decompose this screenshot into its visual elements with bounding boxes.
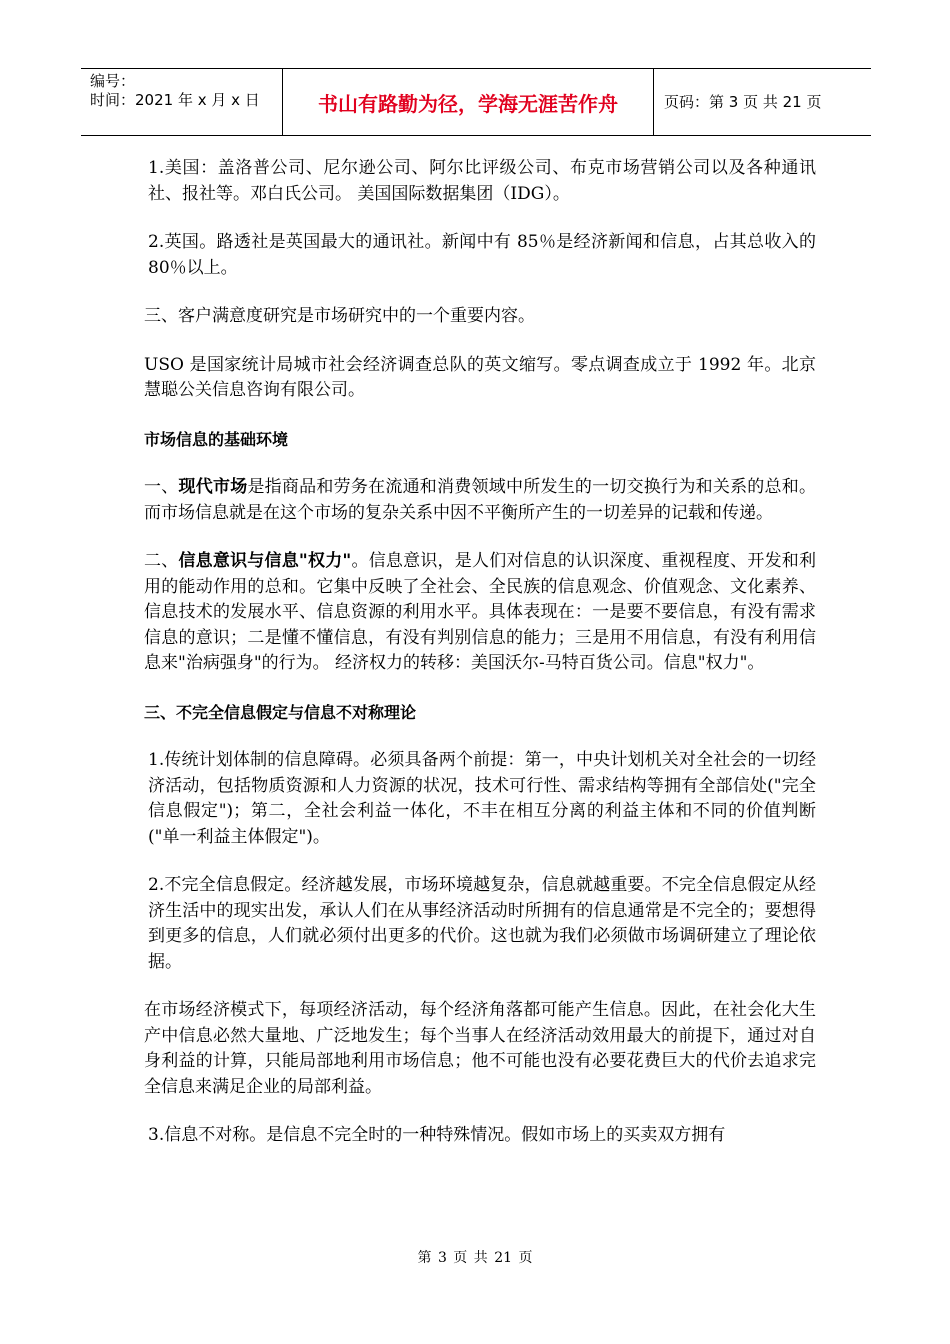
- paragraph-info-awareness-prefix: 二、: [144, 551, 179, 571]
- header-page-info: 页码：第 3 页 共 21 页: [664, 93, 822, 111]
- paragraph-market-economy: 在市场经济模式下，每项经济活动，每个经济角落都可能产生信息。因此，在社会化大生产中信息必然大量地、广泛地发生；每个当事人在经济活动效用最大的前提下，通过对自身利益的计算，只能局部地利用市场信息；他不可能也没有必要花费巨大的代价去追求完全信息来满足企业的局部利益。: [144, 1000, 816, 1097]
- term-modern-market: 现代市场: [178, 477, 248, 497]
- document-body: [144, 156, 816, 1172]
- paragraph-modern-market-text: 是指商品和劳务在流通和消费领域中所发生的一切交换行为和关系的总和。而市场信息就是在这个市场的复杂关系中因不平衡所产生的一切差异的记载和传递。: [144, 477, 817, 523]
- page-footer: 第 3 页 共 21 页: [417, 1250, 533, 1266]
- header-number-label: 编号：: [90, 72, 136, 90]
- paragraph-modern-market: [144, 475, 816, 526]
- paragraph-asymmetry: 3.信息不对称。是信息不完全时的一种特殊情况。假如市场上的买卖双方拥有: [148, 1125, 726, 1145]
- paragraph-info-awareness: [144, 549, 816, 677]
- header-time-label: 时间：2021 年 x 月 x 日: [90, 91, 260, 109]
- paragraph-planning-barrier: 1.传统计划体制的信息障碍。必须具备两个前提：第一，中央计划机关对全社会的一切经济活动，包括物质资源和人力资源的状况，技术可行性、需求结构等拥有全部信处("完全信息假定")；第二，全社会利益一体化，不丰在相互分离的利益主体和不同的价值判断("单一利益主体假定")。: [148, 750, 816, 847]
- paragraph-customer-satisfaction: 三、客户满意度研究是市场研究中的一个重要内容。: [144, 306, 535, 326]
- paragraph-usa: 1.美国：盖洛普公司、尼尔逊公司、阿尔比评级公司、布克市场营销公司以及各种通讯社、报社等。邓白氏公司。 美国国际数据集团（IDG）。: [148, 158, 816, 204]
- paragraph-uk: 2.英国。路透社是英国最大的通讯社。新闻中有 85％是经济新闻和信息，占其总收入的 80％以上。: [148, 232, 816, 278]
- section-heading-market-info: 市场信息的基础环境: [144, 429, 289, 449]
- page-header: [81, 68, 871, 136]
- header-divider-right: [653, 68, 654, 136]
- paragraph-incomplete-info: 2.不完全信息假定。经济越发展，市场环境越复杂，信息就越重要。不完全信息假定从经济生活中的现实出发，承认人们在从事经济活动时所拥有的信息通常是不完全的；要想得到更多的信息，人们就必须付出更多的代价。这也就为我们必须做市场调研建立了理论依据。: [148, 875, 816, 972]
- paragraph-uso: USO 是国家统计局城市社会经济调查总队的英文缩写。零点调查成立于 1992 年。北京慧聪公关信息咨询有限公司。: [144, 354, 816, 400]
- term-info-awareness: 信息意识与信息"权力": [178, 551, 352, 571]
- section-heading-incomplete-info: 三、不完全信息假定与信息不对称理论: [144, 702, 417, 722]
- header-motto: 书山有路勤为径，学海无涯苦作舟: [318, 91, 618, 116]
- paragraph-info-awareness-text: 。信息意识，是人们对信息的认识深度、重视程度、开发和利用的能动作用的总和。它集中反映了全社会、全民族的信息观念、价值观念、文化素养、信息技术的发展水平、信息资源的利用水平。具体表现在：一是要不要信息，有没有需求信息的意识；二是懂不懂信息，有没有判别信息的能力；三是用不用信息，有没有利用信息来"治病强身"的行为。 经济权力的转移：美国沃尔-马特百货公司。信息"权力"。: [144, 551, 817, 673]
- paragraph-modern-market-prefix: 一、: [144, 477, 179, 497]
- header-bottom-rule: [81, 135, 871, 136]
- header-meta: [90, 72, 260, 110]
